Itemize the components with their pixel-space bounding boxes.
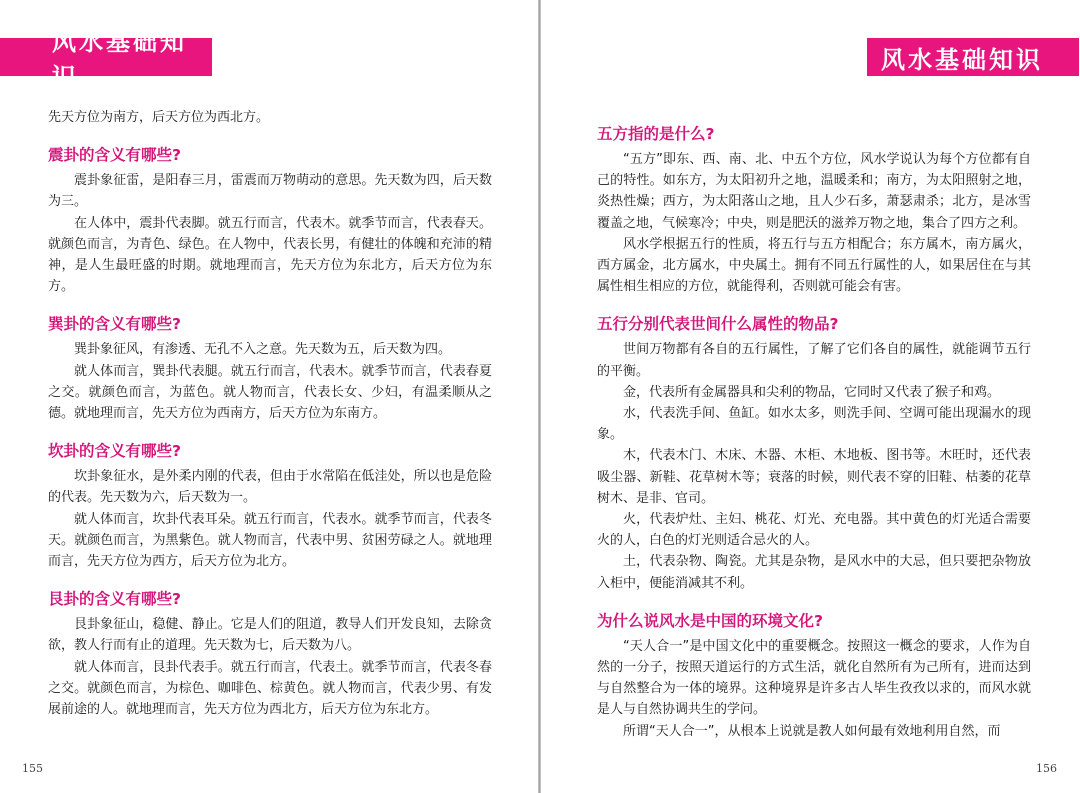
- paragraph: 世间万物都有各自的五行属性，了解了它们各自的属性，就能调节五行的平衡。: [597, 342, 1031, 379]
- section-gen-gua: [48, 588, 492, 720]
- section-heading: 五行分别代表世间什么属性的物品?: [597, 315, 839, 334]
- paragraph: 艮卦象征山，稳健、静止。它是人们的阻道，教导人们开发良知，去除贪欲，教人行而有止的道理。先天数为七，后天数为八。: [48, 617, 492, 654]
- paragraph: 就人体而言，巽卦代表腿。就五行而言，代表木。就季节而言，代表春夏之交。就颜色而言，为蓝色。就人物而言，代表长女、少妇，有温柔顺从之德。就地理而言，先天方位为西南方，后天方位为东南方。: [48, 363, 492, 422]
- right-page-content: [597, 107, 1031, 742]
- left-page-content: [48, 107, 492, 720]
- paragraph: “天人合一”是中国文化中的重要概念。按照这一概念的要求，人作为自然的一分子，按照天道运行的方式生活，就化自然所有为己所有，进而达到与自然整合为一体的境界。这种境界是许多古人毕生孜孜以求的，而风水就是人与自然协调共生的学问。: [597, 638, 1031, 718]
- section-five-elements-objects: [597, 313, 1031, 593]
- section-heading: 巽卦的含义有哪些?: [48, 315, 181, 334]
- section-heading: 坎卦的含义有哪些?: [48, 442, 181, 461]
- paragraph: 坎卦象征水，是外柔内刚的代表，但由于水常陷在低洼处，所以也是危险的代表。先天数为六，后天数为一。: [48, 469, 492, 506]
- paragraph: 土，代表杂物、陶瓷。尤其是杂物，是风水中的大忌，但只要把杂物放入柜中，便能消减其不利。: [597, 554, 1031, 591]
- section-five-directions: [597, 123, 1031, 297]
- section-environmental-culture: [597, 610, 1031, 742]
- section-heading: 艮卦的含义有哪些?: [48, 590, 181, 609]
- paragraph: 在人体中，震卦代表脚。就五行而言，代表木。就季节而言，代表春天。就颜色而言，为青色、绿色。在人物中，代表长男，有健壮的体魄和充沛的精神，是人生最旺盛的时期。就地理而言，先天方位为东北方，后天方位为东方。: [48, 215, 492, 295]
- paragraph: 木，代表木门、木床、木器、木柜、木地板、图书等。木旺时，还代表吸尘器、新鞋、花草树木等；衰落的时候，则代表不穿的旧鞋、枯萎的花草树木、是非、官司。: [597, 448, 1031, 506]
- paragraph: “五方”即东、西、南、北、中五个方位，风水学说认为每个方位都有自己的特性。如东方，为太阳初升之地，温暖柔和；南方，为太阳照射之地，炎热性燥；西方，为太阳落山之地，且人少石多，萧瑟肃杀；北方，是冰雪覆盖之地，气候寒冷；中央，则是肥沃的滋养万物之地，集合了四方之利。: [597, 152, 1031, 231]
- section-heading: 震卦的含义有哪些?: [48, 146, 181, 165]
- section-heading: 五方指的是什么?: [597, 125, 715, 143]
- intro-paragraph: 先天方位为南方，后天方位为西北方。: [48, 110, 270, 125]
- paragraph: 金，代表所有金属器具和尖利的物品，它同时又代表了猴子和鸡。: [623, 384, 1001, 400]
- chapter-banner-left: 风水基础知识: [0, 38, 212, 76]
- page-number-right: 156: [1036, 762, 1057, 775]
- paragraph: 就人体而言，艮卦代表手。就五行而言，代表土。就季节而言，代表冬春之交。就颜色而言，为棕色、咖啡色、棕黄色。就人物而言，代表少男、有发展前途的人。就地理而言，先天方位为西北方，后天方位为东北方。: [48, 659, 492, 718]
- section-heading: 为什么说风水是中国的环境文化?: [597, 611, 823, 630]
- paragraph: 就人体而言，坎卦代表耳朵。就五行而言，代表水。就季节而言，代表冬天。就颜色而言，为黑紫色。就人物而言，代表中男、贫困劳碌之人。就地理而言，先天方位为西方，后天方位为北方。: [48, 511, 492, 570]
- right-page: [541, 0, 1079, 793]
- paragraph: 所谓“天人合一”，从根本上说就是教人如何最有效地利用自然，而: [623, 723, 1001, 739]
- paragraph: 巽卦象征风，有渗透、无孔不入之意。先天数为五，后天数为四。: [74, 342, 452, 358]
- paragraph: 火，代表炉灶、主妇、桃花、灯光、充电器。其中黄色的灯光适合需要火的人，白色的灯光则适合忌火的人。: [597, 512, 1031, 549]
- paragraph: 震卦象征雷，是阳春三月，雷震而万物萌动的意思。先天数为四，后天数为三。: [48, 173, 492, 210]
- section-kan-gua: [48, 440, 492, 572]
- page-number-left: 155: [22, 762, 43, 775]
- paragraph: 水，代表洗手间、鱼缸。如水太多，则洗手间、空调可能出现漏水的现象。: [597, 406, 1031, 443]
- section-zhen-gua: [48, 144, 492, 297]
- paragraph: 风水学根据五行的性质，将五行与五方相配合；东方属木，南方属火，西方属金，北方属水，中央属土。拥有不同五行属性的人，如果居住在与其属性相生相应的方位，就能得利，否则就可能会有害。: [597, 236, 1031, 295]
- left-page: [0, 0, 538, 793]
- section-xun-gua: [48, 313, 492, 424]
- chapter-banner-right: 风水基础知识: [867, 38, 1079, 76]
